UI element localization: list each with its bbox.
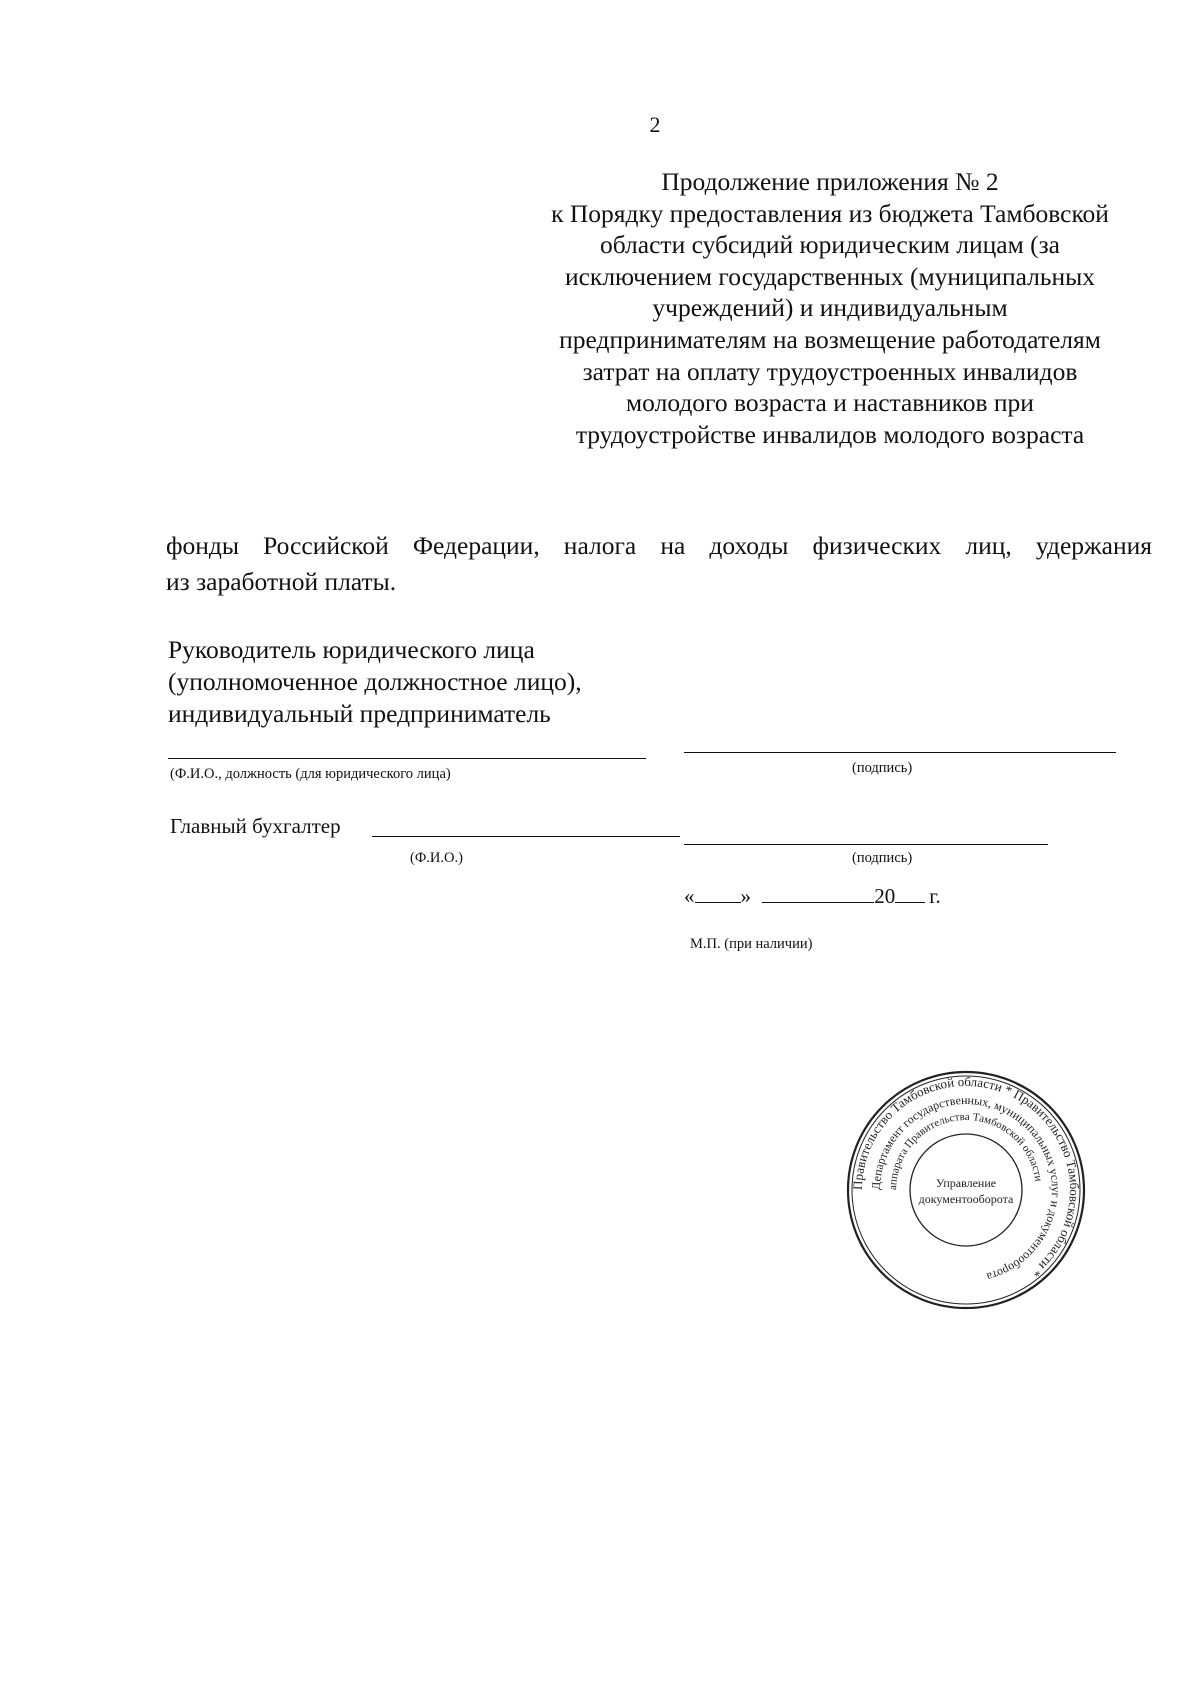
signer-line: индивидуальный предприниматель	[168, 699, 551, 728]
header-line: к Порядку предоставления из бюджета Тамбовской	[551, 198, 1109, 228]
date-day-blank[interactable]	[695, 884, 741, 903]
signer-name-caption: (Ф.И.О., должность (для юридического лица)	[170, 766, 451, 782]
signer-name-line[interactable]	[168, 758, 646, 759]
date-open-quote: «	[684, 884, 695, 908]
chief-accountant-signature-caption: (подпись)	[852, 850, 913, 866]
signer-line: Руководитель юридического лица	[168, 635, 535, 664]
signer-title	[168, 634, 582, 730]
stamp-inner-text: аппарата Правительства Тамбовской области	[886, 1110, 1045, 1191]
date-year-prefix: 20	[874, 884, 896, 908]
body-line: фонды Российской Федерации, налога на доходы физических лиц, удержания	[166, 531, 1152, 560]
stamp-outer-text: Правительство Тамбовской области * Правительство Тамбовской области *	[849, 1073, 1083, 1281]
body-line: из заработной платы.	[166, 567, 397, 596]
chief-accountant-label: Главный бухгалтер	[170, 814, 341, 838]
official-stamp	[846, 1070, 1086, 1310]
header-line: исключением государственных (муниципальных	[564, 261, 1096, 291]
body-paragraph	[166, 528, 1152, 600]
signer-line: (уполномоченное должностное лицо),	[168, 667, 582, 696]
appendix-header	[510, 166, 1150, 450]
date-year-blank[interactable]	[895, 884, 925, 903]
date-month-blank[interactable]	[762, 884, 874, 903]
header-line: Продолжение приложения № 2	[661, 167, 999, 196]
date-field	[684, 884, 941, 909]
signer-signature-line[interactable]	[684, 752, 1116, 753]
header-line: предпринимателям на возмещение работодателям	[559, 324, 1101, 354]
chief-accountant-name-line[interactable]	[372, 836, 680, 837]
chief-accountant-signature-line[interactable]	[684, 844, 1048, 845]
date-year-suffix: г.	[929, 884, 941, 908]
header-line: молодого возраста и наставников при	[626, 388, 1034, 418]
stamp-center-line1: Управление	[935, 1176, 997, 1190]
page-number: 2	[649, 112, 661, 137]
header-line: области субсидий юридическим лицам (за	[599, 230, 1061, 260]
signer-signature-caption: (подпись)	[852, 760, 913, 776]
stamp-middle-text: Департамент государственных, муниципальных услуг и документооборота	[868, 1092, 1064, 1285]
stamp-center-line2: документооборота	[918, 1192, 1014, 1206]
header-line: затрат на оплату трудоустроенных инвалидов	[582, 356, 1078, 386]
header-line: трудоустройстве инвалидов молодого возраста	[575, 419, 1085, 449]
chief-accountant-name-caption: (Ф.И.О.)	[410, 850, 463, 866]
date-close-quote: »	[740, 884, 751, 908]
seal-caption: М.П. (при наличии)	[690, 936, 813, 952]
header-line: учреждений) и индивидуальным	[652, 293, 1008, 323]
